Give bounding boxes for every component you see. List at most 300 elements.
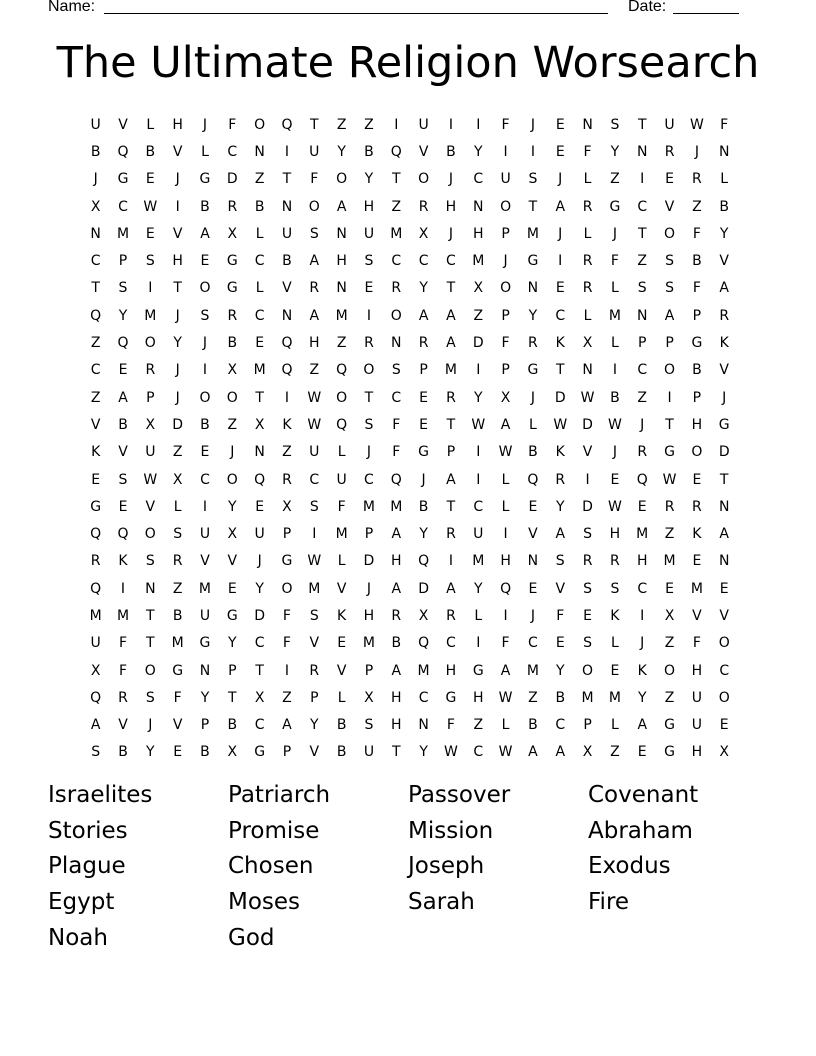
grid-letter: C bbox=[90, 362, 101, 379]
grid-letter: V bbox=[118, 717, 128, 734]
grid-letter: H bbox=[336, 253, 347, 270]
grid-letter: Z bbox=[254, 171, 265, 188]
grid-letter: T bbox=[146, 635, 155, 652]
grid-letter: O bbox=[664, 225, 676, 242]
date-label: Date: bbox=[628, 0, 667, 15]
grid-letter: I bbox=[394, 116, 399, 133]
grid-letter: I bbox=[284, 662, 290, 679]
grid-letter: X bbox=[172, 471, 183, 488]
grid-letter: W bbox=[143, 198, 158, 215]
grid-letter: H bbox=[445, 198, 457, 215]
grid-letter: P bbox=[501, 225, 510, 242]
grid-letter: B bbox=[336, 744, 347, 761]
grid-letter: C bbox=[90, 253, 101, 270]
grid-letter: U bbox=[363, 744, 375, 761]
grid-letter: T bbox=[555, 362, 565, 379]
grid-letter: H bbox=[691, 744, 703, 761]
grid-letter: B bbox=[200, 744, 210, 761]
grid-row bbox=[82, 411, 738, 438]
grid-letter: J bbox=[530, 389, 535, 406]
grid-letter: J bbox=[175, 307, 180, 324]
grid-letter: E bbox=[692, 471, 702, 488]
grid-letter: U bbox=[664, 116, 675, 133]
grid-letter: U bbox=[254, 526, 265, 543]
grid-letter: M bbox=[608, 307, 621, 324]
grid-letter: K bbox=[637, 662, 647, 679]
grid-letter: I bbox=[612, 362, 617, 379]
grid-letter: F bbox=[610, 253, 619, 270]
grid-letter: S bbox=[145, 253, 155, 270]
grid-letter: O bbox=[336, 389, 348, 406]
grid-letter: D bbox=[254, 607, 266, 624]
grid-letter: N bbox=[90, 225, 101, 242]
grid-letter: B bbox=[528, 717, 538, 734]
grid-letter: I bbox=[476, 471, 481, 488]
grid-letter: E bbox=[200, 253, 210, 270]
grid-letter: Z bbox=[637, 253, 648, 270]
grid-letter: M bbox=[335, 526, 348, 543]
grid-letter: V bbox=[719, 253, 729, 270]
grid-letter: P bbox=[446, 444, 456, 461]
grid-letter: Y bbox=[419, 744, 428, 761]
grid-letter: F bbox=[501, 116, 510, 133]
grid-letter: A bbox=[309, 253, 320, 270]
grid-letter: Y bbox=[555, 662, 565, 679]
grid-letter: K bbox=[610, 607, 620, 624]
grid-letter: C bbox=[473, 744, 484, 761]
grid-letter: B bbox=[719, 198, 730, 215]
grid-letter: I bbox=[640, 607, 645, 624]
grid-letter: Q bbox=[500, 580, 512, 597]
grid-letter: E bbox=[255, 335, 265, 352]
grid-letter: N bbox=[418, 717, 429, 734]
grid-letter: Q bbox=[117, 335, 129, 352]
grid-letter: M bbox=[444, 362, 457, 379]
grid-letter: J bbox=[640, 635, 645, 652]
grid-letter: V bbox=[664, 198, 675, 215]
grid-letter: T bbox=[637, 225, 647, 242]
grid-letter: E bbox=[118, 498, 128, 515]
grid-letter: N bbox=[527, 553, 539, 570]
grid-letter: Z bbox=[637, 389, 648, 406]
grid-letter: K bbox=[719, 335, 729, 352]
grid-letter: M bbox=[663, 553, 676, 570]
grid-letter: I bbox=[476, 444, 481, 461]
grid-letter: D bbox=[363, 553, 375, 570]
grid-letter: R bbox=[172, 553, 183, 570]
grid-letter: L bbox=[583, 225, 592, 242]
grid-letter: S bbox=[528, 171, 538, 188]
grid-letter: W bbox=[662, 471, 677, 488]
grid-letter: W bbox=[471, 416, 486, 433]
grid-letter: U bbox=[309, 143, 320, 160]
grid-letter: P bbox=[692, 307, 702, 324]
grid-letter: S bbox=[173, 526, 183, 543]
grid-letter: L bbox=[501, 471, 510, 488]
grid-letter: Q bbox=[636, 471, 648, 488]
grid-letter: B bbox=[200, 198, 210, 215]
grid-letter: T bbox=[146, 607, 155, 624]
grid-letter: U bbox=[281, 225, 293, 242]
grid-letter: H bbox=[500, 553, 511, 570]
grid-letter: N bbox=[145, 580, 156, 597]
word-list-item: Israelites bbox=[48, 782, 153, 808]
word-list-item: God bbox=[228, 924, 275, 951]
grid-letter: U bbox=[90, 635, 101, 652]
grid-letter: W bbox=[607, 498, 622, 515]
grid-letter: E bbox=[555, 143, 565, 160]
grid-letter: T bbox=[364, 389, 374, 406]
grid-letter: H bbox=[363, 607, 375, 624]
grid-letter: H bbox=[691, 416, 703, 433]
grid-letter: E bbox=[528, 580, 538, 597]
grid-letter: E bbox=[200, 444, 210, 461]
grid-letter: N bbox=[582, 116, 593, 133]
grid-letter: J bbox=[257, 553, 262, 570]
grid-letter: G bbox=[172, 662, 184, 679]
grid-letter: O bbox=[144, 662, 156, 679]
grid-letter: V bbox=[172, 225, 183, 242]
grid-letter: G bbox=[609, 198, 621, 215]
word-list-item: Patriarch bbox=[228, 782, 331, 808]
grid-letter: Z bbox=[528, 689, 538, 706]
grid-letter: S bbox=[583, 526, 593, 543]
grid-letter: V bbox=[692, 607, 702, 624]
grid-letter: L bbox=[610, 280, 619, 297]
grid-letter: C bbox=[528, 635, 538, 652]
grid-letter: O bbox=[226, 471, 238, 488]
grid-row bbox=[82, 384, 738, 411]
grid-letter: Y bbox=[473, 143, 483, 160]
grid-letter: Y bbox=[473, 580, 483, 597]
grid-letter: L bbox=[337, 689, 346, 706]
grid-letter: T bbox=[391, 744, 401, 761]
grid-letter: D bbox=[472, 335, 484, 352]
grid-letter: N bbox=[254, 143, 265, 160]
grid-letter: H bbox=[636, 553, 648, 570]
grid-letter: Q bbox=[281, 116, 293, 133]
grid-letter: A bbox=[391, 580, 402, 597]
grid-letter: S bbox=[583, 635, 593, 652]
grid-letter: A bbox=[336, 198, 347, 215]
grid-letter: T bbox=[637, 116, 647, 133]
grid-letter: Q bbox=[336, 362, 348, 379]
grid-letter: A bbox=[719, 526, 729, 543]
grid-row bbox=[82, 739, 738, 766]
grid-letter: A bbox=[446, 580, 456, 597]
grid-letter: F bbox=[392, 416, 401, 433]
grid-letter: C bbox=[254, 717, 265, 734]
grid-letter: S bbox=[610, 116, 620, 133]
grid-letter: J bbox=[202, 116, 208, 133]
grid-row bbox=[82, 357, 738, 384]
grid-letter: J bbox=[175, 362, 180, 379]
grid-letter: Z bbox=[336, 116, 347, 133]
grid-letter: T bbox=[446, 416, 456, 433]
grid-letter: P bbox=[118, 253, 128, 270]
grid-letter: X bbox=[227, 225, 238, 242]
grid-row bbox=[82, 630, 738, 657]
grid-letter: P bbox=[364, 662, 374, 679]
grid-letter: L bbox=[720, 171, 729, 188]
grid-row bbox=[82, 302, 738, 329]
grid-letter: U bbox=[336, 471, 347, 488]
grid-letter: L bbox=[583, 307, 592, 324]
grid-letter: A bbox=[528, 744, 538, 761]
date-blank-line[interactable] bbox=[673, 13, 739, 14]
grid-letter: C bbox=[446, 253, 456, 270]
grid-letter: C bbox=[555, 307, 566, 324]
grid-letter: F bbox=[228, 116, 237, 133]
grid-letter: T bbox=[255, 389, 264, 406]
grid-letter: J bbox=[612, 444, 617, 461]
grid-letter: J bbox=[448, 171, 453, 188]
grid-letter: G bbox=[445, 689, 457, 706]
grid-letter: Q bbox=[418, 635, 430, 652]
grid-letter: S bbox=[200, 307, 210, 324]
grid-letter: Z bbox=[473, 717, 484, 734]
grid-letter: B bbox=[555, 689, 566, 706]
grid-letter: L bbox=[610, 635, 619, 652]
grid-letter: A bbox=[391, 526, 402, 543]
grid-letter: G bbox=[691, 335, 703, 352]
grid-letter: I bbox=[284, 389, 290, 406]
grid-letter: F bbox=[310, 171, 319, 188]
grid-letter: X bbox=[254, 689, 265, 706]
grid-letter: S bbox=[364, 416, 374, 433]
word-list-item: Noah bbox=[48, 924, 108, 951]
grid-letter: E bbox=[145, 225, 155, 242]
grid-letter: V bbox=[719, 362, 729, 379]
grid-letter: S bbox=[665, 280, 674, 297]
grid-letter: O bbox=[226, 389, 238, 406]
grid-letter: W bbox=[307, 389, 322, 406]
grid-letter: I bbox=[530, 143, 535, 160]
grid-letter: V bbox=[227, 553, 238, 570]
grid-letter: H bbox=[172, 253, 183, 270]
grid-letter: S bbox=[118, 471, 128, 488]
grid-letter: Y bbox=[310, 717, 319, 734]
grid-row bbox=[82, 275, 738, 302]
grid-letter: A bbox=[500, 416, 511, 433]
grid-letter: N bbox=[254, 444, 265, 461]
grid-letter: B bbox=[364, 143, 374, 160]
word-list-item: Stories bbox=[48, 817, 128, 844]
grid-letter: Y bbox=[200, 689, 210, 706]
grid-letter: L bbox=[501, 717, 510, 734]
grid-letter: R bbox=[664, 498, 675, 515]
grid-letter: X bbox=[254, 416, 265, 433]
grid-letter: E bbox=[364, 280, 374, 297]
grid-letter: D bbox=[582, 498, 593, 515]
grid-letter: S bbox=[145, 553, 155, 570]
grid-letter: I bbox=[585, 471, 590, 488]
grid-letter: C bbox=[473, 498, 484, 515]
grid-letter: C bbox=[418, 253, 429, 270]
grid-letter: A bbox=[118, 389, 128, 406]
grid-letter: F bbox=[692, 280, 701, 297]
grid-letter: W bbox=[498, 689, 513, 706]
grid-letter: Z bbox=[664, 526, 675, 543]
grid-letter: N bbox=[336, 280, 347, 297]
grid-letter: S bbox=[309, 498, 319, 515]
grid-letter: H bbox=[172, 116, 183, 133]
grid-letter: M bbox=[89, 607, 102, 624]
grid-letter: Y bbox=[719, 225, 729, 242]
grid-letter: U bbox=[691, 689, 702, 706]
grid-letter: R bbox=[555, 471, 566, 488]
name-label: Name: bbox=[48, 0, 96, 15]
grid-letter: Q bbox=[418, 553, 430, 570]
grid-letter: W bbox=[444, 744, 458, 761]
grid-letter: R bbox=[610, 553, 620, 570]
grid-letter: Y bbox=[473, 389, 483, 406]
grid-letter: A bbox=[446, 307, 456, 324]
grid-letter: Y bbox=[337, 143, 346, 160]
grid-letter: B bbox=[118, 744, 128, 761]
grid-letter: C bbox=[200, 471, 210, 488]
grid-letter: R bbox=[282, 471, 292, 488]
grid-letter: Y bbox=[555, 498, 565, 515]
grid-letter: O bbox=[664, 362, 676, 379]
grid-letter: V bbox=[418, 143, 429, 160]
grid-letter: B bbox=[90, 143, 101, 160]
grid-letter: C bbox=[254, 635, 265, 652]
grid-letter: N bbox=[636, 143, 648, 160]
grid-letter: G bbox=[117, 171, 129, 188]
grid-letter: J bbox=[366, 444, 372, 461]
grid-row bbox=[82, 439, 738, 466]
grid-letter: R bbox=[692, 171, 702, 188]
name-blank-line[interactable] bbox=[104, 13, 608, 14]
grid-letter: P bbox=[501, 362, 510, 379]
grid-letter: M bbox=[526, 225, 539, 242]
grid-letter: J bbox=[558, 171, 563, 188]
grid-row bbox=[82, 193, 738, 220]
grid-letter: J bbox=[230, 444, 235, 461]
grid-letter: Z bbox=[692, 198, 702, 215]
grid-letter: Z bbox=[90, 335, 101, 352]
grid-letter: N bbox=[582, 362, 593, 379]
grid-letter: C bbox=[254, 307, 265, 324]
grid-letter: Q bbox=[527, 471, 539, 488]
grid-letter: M bbox=[636, 526, 649, 543]
grid-letter: E bbox=[692, 553, 702, 570]
grid-letter: A bbox=[719, 280, 729, 297]
grid-letter: H bbox=[472, 689, 484, 706]
grid-letter: V bbox=[719, 607, 729, 624]
grid-letter: J bbox=[694, 143, 699, 160]
grid-letter: O bbox=[500, 198, 512, 215]
grid-letter: G bbox=[527, 253, 539, 270]
grid-letter: O bbox=[336, 171, 348, 188]
grid-letter: R bbox=[582, 198, 593, 215]
grid-letter: I bbox=[503, 607, 508, 624]
grid-letter: S bbox=[91, 744, 101, 761]
grid-letter: T bbox=[446, 280, 456, 297]
grid-letter: V bbox=[172, 143, 183, 160]
grid-letter: O bbox=[308, 198, 320, 215]
grid-letter: C bbox=[391, 389, 402, 406]
grid-letter: J bbox=[640, 416, 645, 433]
grid-letter: Y bbox=[610, 143, 620, 160]
grid-letter: P bbox=[200, 717, 210, 734]
grid-letter: A bbox=[555, 198, 566, 215]
grid-letter: G bbox=[281, 553, 293, 570]
grid-letter: V bbox=[282, 280, 292, 297]
grid-letter: R bbox=[528, 335, 538, 352]
grid-letter: O bbox=[390, 307, 402, 324]
grid-letter: M bbox=[144, 307, 157, 324]
grid-letter: P bbox=[419, 362, 428, 379]
grid-letter: S bbox=[555, 553, 565, 570]
grid-letter: E bbox=[583, 607, 592, 624]
grid-letter: K bbox=[555, 444, 565, 461]
grid-letter: I bbox=[312, 526, 317, 543]
grid-letter: G bbox=[199, 635, 211, 652]
grid-letter: S bbox=[364, 253, 374, 270]
grid-letter: B bbox=[692, 253, 702, 270]
grid-letter: E bbox=[555, 116, 565, 133]
grid-letter: M bbox=[390, 225, 403, 242]
grid-letter: G bbox=[527, 362, 539, 379]
grid-letter: A bbox=[309, 307, 320, 324]
grid-letter: X bbox=[364, 689, 374, 706]
grid-letter: I bbox=[366, 307, 372, 324]
grid-letter: E bbox=[555, 635, 565, 652]
grid-letter: P bbox=[228, 662, 237, 679]
grid-letter: I bbox=[448, 553, 453, 570]
grid-letter: M bbox=[472, 553, 485, 570]
grid-letter: K bbox=[282, 416, 292, 433]
grid-letter: P bbox=[146, 389, 155, 406]
grid-letter: J bbox=[612, 225, 617, 242]
grid-letter: E bbox=[665, 580, 674, 597]
grid-letter: E bbox=[528, 498, 538, 515]
grid-letter: D bbox=[226, 171, 238, 188]
grid-letter: Z bbox=[664, 635, 675, 652]
grid-letter: E bbox=[610, 471, 620, 488]
grid-letter: I bbox=[120, 580, 126, 597]
grid-letter: M bbox=[608, 689, 621, 706]
grid-letter: J bbox=[558, 225, 563, 242]
grid-letter: I bbox=[448, 116, 453, 133]
page-title: The Ultimate Religion Worsearch bbox=[56, 38, 760, 88]
grid-row bbox=[82, 138, 738, 165]
grid-letter: F bbox=[173, 689, 182, 706]
grid-letter: L bbox=[529, 416, 537, 433]
grid-letter: W bbox=[689, 116, 704, 133]
grid-letter: I bbox=[476, 116, 481, 133]
grid-letter: H bbox=[363, 198, 375, 215]
grid-letter: J bbox=[93, 171, 98, 188]
grid-letter: E bbox=[637, 744, 647, 761]
grid-letter: Q bbox=[90, 689, 102, 706]
grid-letter: S bbox=[637, 280, 647, 297]
grid-letter: H bbox=[472, 225, 484, 242]
grid-letter: M bbox=[116, 225, 130, 242]
grid-letter: X bbox=[418, 607, 429, 624]
grid-letter: I bbox=[476, 362, 481, 379]
grid-letter: X bbox=[227, 362, 238, 379]
grid-letter: O bbox=[718, 689, 730, 706]
grid-letter: O bbox=[718, 635, 730, 652]
word-list-item: Chosen bbox=[228, 853, 314, 880]
grid-letter: Q bbox=[90, 580, 102, 597]
grid-letter: T bbox=[91, 280, 100, 297]
grid-letter: B bbox=[446, 143, 456, 160]
grid-letter: J bbox=[148, 717, 153, 734]
